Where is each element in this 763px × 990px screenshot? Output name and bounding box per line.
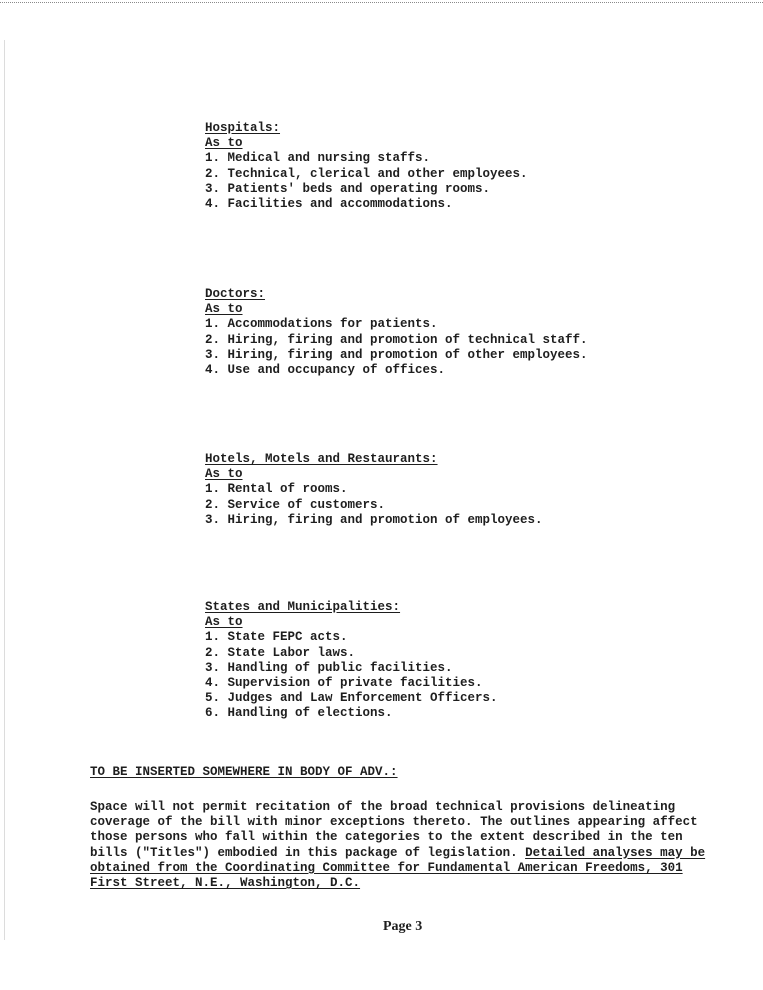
section-intro: As to	[205, 615, 243, 630]
section-heading: Hotels, Motels and Restaurants:	[205, 452, 438, 466]
section-states	[205, 600, 498, 722]
list-item: 3. Hiring, firing and promotion of other employees.	[205, 347, 588, 362]
section-heading: Doctors:	[205, 287, 266, 301]
top-edge-rule	[0, 2, 763, 3]
list-item: 3. Handling of public facilities.	[205, 660, 453, 675]
section-heading: Hospitals:	[205, 121, 281, 135]
section-doctors	[205, 287, 588, 378]
list-item: 2. State Labor laws.	[205, 645, 356, 660]
list-item: 3. Patients' beds and operating rooms.	[205, 181, 491, 196]
list-item: 6. Handling of elections.	[205, 706, 393, 721]
body-paragraph	[90, 800, 720, 891]
list-item: 4. Use and occupancy of offices.	[205, 363, 446, 378]
list-item: 3. Hiring, firing and promotion of employees.	[205, 512, 543, 527]
insert-heading: TO BE INSERTED SOMEWHERE IN BODY OF ADV.:	[90, 765, 398, 779]
list-item: 1. Accommodations for patients.	[205, 317, 438, 332]
list-item: 1. Medical and nursing staffs.	[205, 151, 431, 166]
section-hotels	[205, 452, 543, 528]
section-intro: As to	[205, 136, 243, 151]
section-hospitals	[205, 121, 528, 212]
list-item: 2. Hiring, firing and promotion of technical staff.	[205, 332, 588, 347]
list-item: 1. State FEPC acts.	[205, 630, 348, 645]
body-text: Space will not permit recitation of the broad technical provisions delineating coverage of the bill with minor exceptions thereto. The outlines appearing affect those persons who fall within the categories to the extent described in the ten bills ("Titles") embodied in this package of legislation.	[90, 800, 698, 860]
section-heading: States and Municipalities:	[205, 600, 401, 614]
list-item: 1. Rental of rooms.	[205, 482, 348, 497]
list-item: 5. Judges and Law Enforcement Officers.	[205, 691, 498, 706]
list-item: 4. Facilities and accommodations.	[205, 197, 453, 212]
list-item: 2. Technical, clerical and other employees.	[205, 166, 528, 181]
left-edge-rule	[4, 40, 5, 940]
list-item: 2. Service of customers.	[205, 497, 386, 512]
page-number: Page 3	[383, 919, 423, 934]
body-text-underlined: Detailed analyses may be obtained from the Coordinating Committee for Fundamental American Freedoms, 301 First Street, N.E., Washington, D.C.	[90, 845, 706, 891]
section-intro: As to	[205, 302, 243, 317]
section-intro: As to	[205, 467, 243, 482]
list-item: 4. Supervision of private facilities.	[205, 676, 483, 691]
